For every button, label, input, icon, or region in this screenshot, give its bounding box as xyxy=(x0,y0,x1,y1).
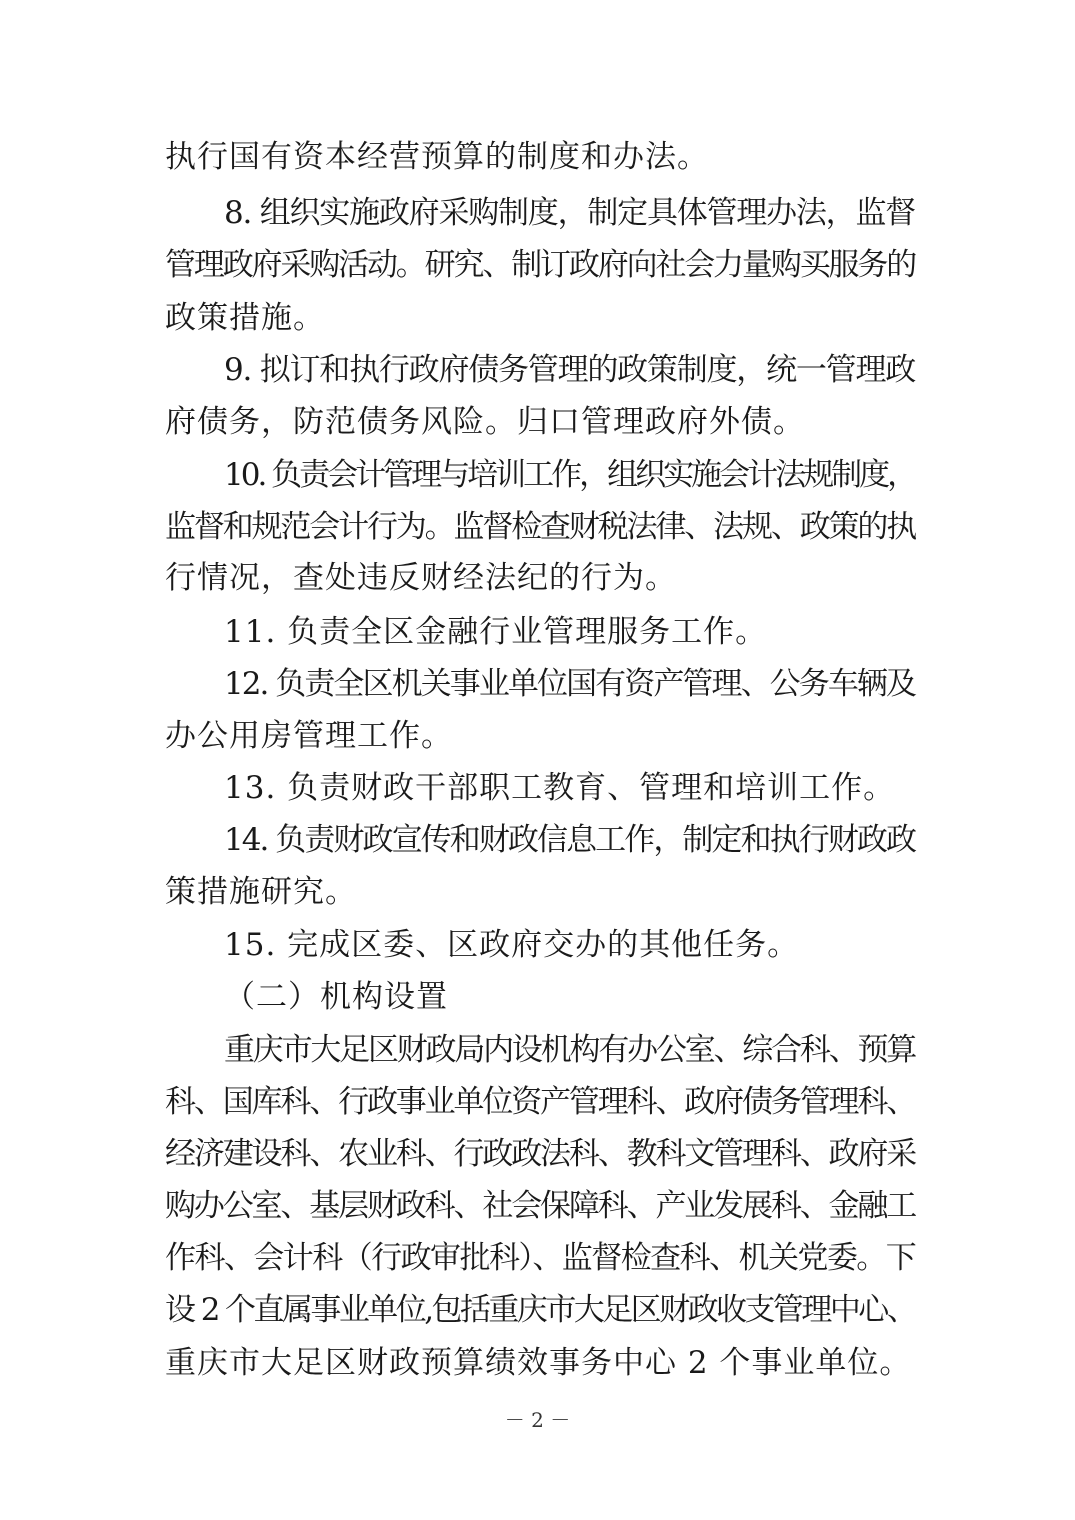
text-line: 重庆市大足区财政局内设机构有办公室、综合科、预算 xyxy=(224,1032,915,1068)
text-line: 政策措施。 xyxy=(165,300,325,336)
text-line: 9. 拟订和执行政府债务管理的政策制度，统一管理政 xyxy=(224,352,915,388)
text-line: 办公用房管理工作。 xyxy=(165,718,453,754)
text-line: 设 2 个直属事业单位,包括重庆市大足区财政收支管理中心、 xyxy=(165,1292,915,1328)
section-heading: （二）机构设置 xyxy=(224,979,448,1015)
text-line: 管理政府采购活动。研究、制订政府向社会力量购买服务的 xyxy=(165,247,915,283)
text-line: 行情况，查处违反财经法纪的行为。 xyxy=(165,560,677,596)
text-line: 执行国有资本经营预算的制度和办法。 xyxy=(165,139,709,175)
text-line: 作科、会计科（行政审批科）、监督检查科、机关党委。下 xyxy=(165,1240,915,1276)
text-line: 8. 组织实施政府采购制度，制定具体管理办法，监督 xyxy=(224,195,915,231)
text-line: 购办公室、基层财政科、社会保障科、产业发展科、金融工 xyxy=(165,1188,915,1224)
text-line: 重庆市大足区财政预算绩效事务中心 2 个事业单位。 xyxy=(165,1345,912,1381)
text-line: 14. 负责财政宣传和财政信息工作，制定和执行财政政 xyxy=(224,822,915,858)
text-line: 10. 负责会计管理与培训工作，组织实施会计法规制度， xyxy=(224,457,916,493)
text-line: 监督和规范会计行为。监督检查财税法律、法规、政策的执 xyxy=(165,509,915,545)
text-line: 11. 负责全区金融行业管理服务工作。 xyxy=(224,614,768,650)
text-line: 经济建设科、农业科、行政政法科、教科文管理科、政府采 xyxy=(165,1136,915,1172)
text-line: 15. 完成区委、区政府交办的其他任务。 xyxy=(224,927,800,963)
text-line: 12. 负责全区机关事业单位国有资产管理、公务车辆及 xyxy=(224,666,915,702)
text-line: 策措施研究。 xyxy=(165,874,357,910)
page-number: － 2 － xyxy=(504,1408,571,1432)
text-line: 13. 负责财政干部职工教育、管理和培训工作。 xyxy=(224,770,896,806)
text-line: 府债务，防范债务风险。归口管理政府外债。 xyxy=(165,404,805,440)
text-line: 科、国库科、行政事业单位资产管理科、政府债务管理科、 xyxy=(165,1084,915,1120)
